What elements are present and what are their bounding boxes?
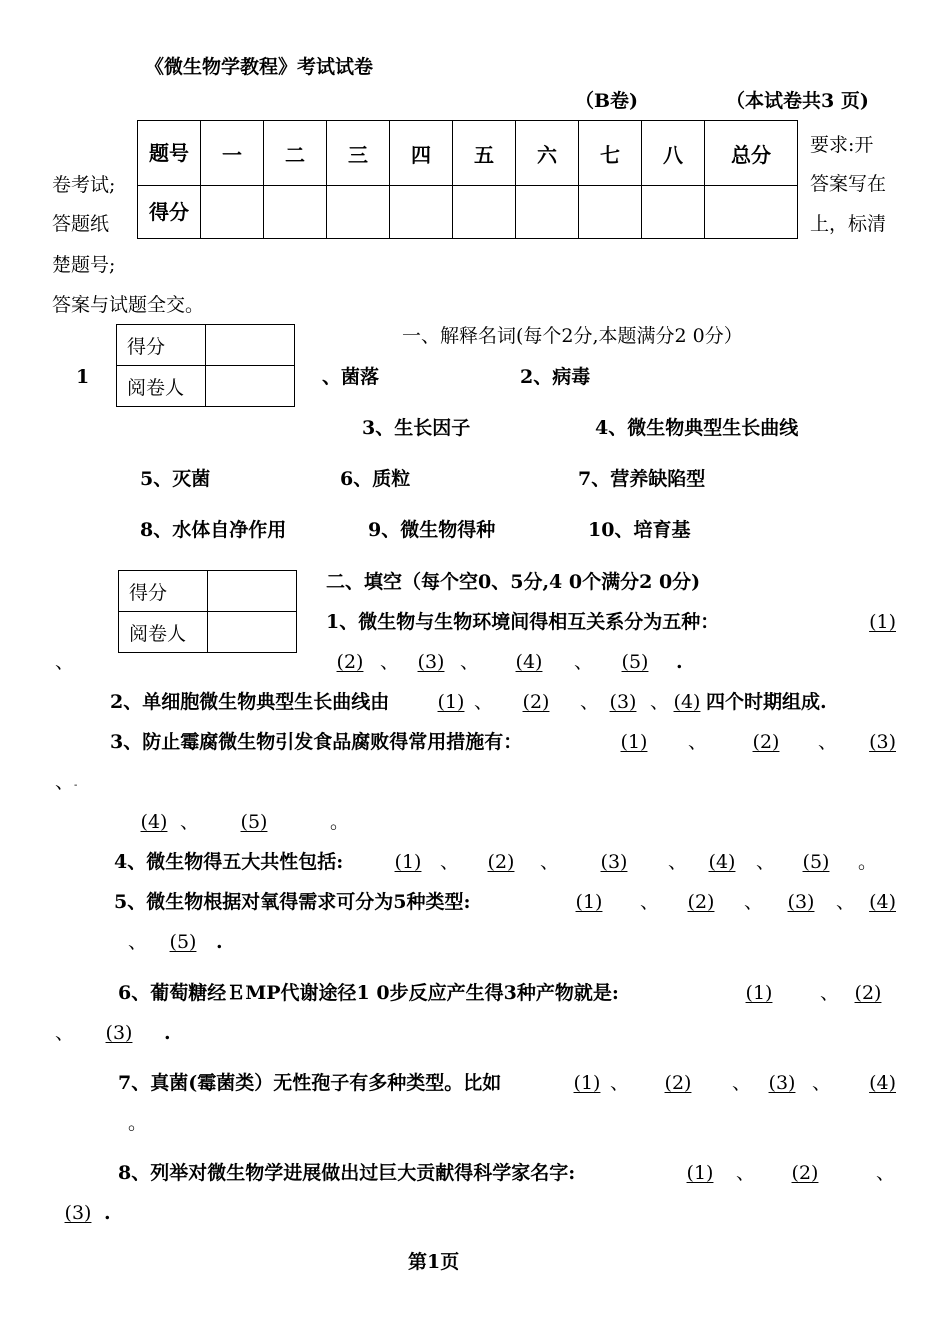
q2-text: 2、单细胞微生物典型生长曲线由 <box>110 691 390 713</box>
q2-tail: 四个时期组成. <box>706 691 827 713</box>
score-cell[interactable] <box>642 186 705 239</box>
q8-text: 8、列举对微生物学进展做出过巨大贡献得科学家名字: <box>118 1162 576 1184</box>
q2-blank-1[interactable]: (1) <box>437 691 465 713</box>
q1-text: 1、微生物与生物环境间得相互关系分为五种： <box>326 611 720 633</box>
score-col-7: 七 <box>579 121 642 186</box>
q8-blank-2[interactable]: (2) <box>791 1162 819 1184</box>
q8-blank-1[interactable]: (1) <box>686 1162 714 1184</box>
grader-reviewer-label: 阅卷人 <box>119 612 208 653</box>
section1-heading: 一、解释名词(每个2分,本题满分2 0分） <box>402 325 743 347</box>
q5-blank-2[interactable]: (2) <box>687 891 715 913</box>
q2-blank-4[interactable]: (4) <box>673 691 701 713</box>
q7-blank-2[interactable]: (2) <box>664 1072 692 1094</box>
score-cell[interactable] <box>579 186 642 239</box>
q4-blank-2[interactable]: (2) <box>487 851 515 873</box>
page-number: 第1页 <box>408 1251 460 1273</box>
q5-blank-4[interactable]: (4) <box>869 891 896 913</box>
grader-reviewer-cell[interactable] <box>208 612 297 653</box>
q6-text: 6、葡萄糖经ＥMP代谢途径1 0步反应产生得3种产物就是: <box>118 982 619 1004</box>
term-10: 10、培育基 <box>588 519 691 541</box>
req-line-4: 答案与试题全交。 <box>52 294 205 316</box>
term-7: 7、营养缺陷型 <box>578 468 706 490</box>
q7-blank-4[interactable]: (4) <box>869 1072 896 1094</box>
score-cell[interactable] <box>201 186 264 239</box>
req-right-1: 要求:开 <box>810 134 874 156</box>
req-line-3: 楚题号; <box>52 254 116 276</box>
req-left-2: 答题纸 <box>52 213 110 235</box>
score-col-total: 总分 <box>705 121 798 186</box>
page-title: 《微生物学教程》考试试卷 <box>145 56 374 78</box>
term-3: 3、生长因子 <box>362 417 471 439</box>
q6-blank-3[interactable]: (3) <box>105 1022 133 1044</box>
q3-text: 3、防止霉腐微生物引发食品腐败得常用措施有： <box>110 731 523 753</box>
score-col-3: 三 <box>327 121 390 186</box>
q4-text: 4、微生物得五大共性包括: <box>114 851 344 873</box>
q3-blank-5[interactable]: (5) <box>240 811 268 833</box>
q5-blank-5[interactable]: (5) <box>169 931 197 953</box>
score-table-head-score: 得分 <box>138 186 201 239</box>
score-cell-total[interactable] <box>705 186 798 239</box>
score-cell[interactable] <box>453 186 516 239</box>
grader-score-label: 得分 <box>117 325 206 366</box>
term-6: 6、质粒 <box>340 468 411 490</box>
q3-blank-2[interactable]: (2) <box>752 731 780 753</box>
grader-box-1 <box>116 324 295 407</box>
paper-label: （B卷) <box>575 90 639 112</box>
q3-blank-1[interactable]: (1) <box>620 731 648 753</box>
grader-score-cell[interactable] <box>208 571 297 612</box>
score-col-1: 一 <box>201 121 264 186</box>
pages-note: （本试卷共3 页) <box>726 90 869 112</box>
q1-blank-1[interactable]: (1) <box>869 611 896 633</box>
q5-blank-1[interactable]: (1) <box>575 891 603 913</box>
term-4: 4、微生物典型生长曲线 <box>595 417 799 439</box>
q4-blank-1[interactable]: (1) <box>394 851 422 873</box>
req-left-1: 卷考试; <box>52 174 116 196</box>
q1-blank-5[interactable]: (5) <box>621 651 649 673</box>
q6-blank-1[interactable]: (1) <box>745 982 773 1004</box>
grader-box-2 <box>118 570 297 653</box>
score-col-2: 二 <box>264 121 327 186</box>
q2-blank-3[interactable]: (3) <box>609 691 637 713</box>
term-1: 、菌落 <box>322 366 380 388</box>
q4-blank-5[interactable]: (5) <box>802 851 830 873</box>
score-col-8: 八 <box>642 121 705 186</box>
score-col-4: 四 <box>390 121 453 186</box>
q7-blank-1[interactable]: (1) <box>573 1072 601 1094</box>
term-9: 9、微生物得种 <box>368 519 496 541</box>
q4-blank-3[interactable]: (3) <box>600 851 628 873</box>
q1-blank-3[interactable]: (3) <box>417 651 445 673</box>
score-col-6: 六 <box>516 121 579 186</box>
q7-text: 7、真菌(霉菌类）无性孢子有多种类型。比如 <box>118 1072 502 1094</box>
grader-score-cell[interactable] <box>206 325 295 366</box>
term-5: 5、灭菌 <box>140 468 211 490</box>
q1-blank-2[interactable]: (2) <box>336 651 364 673</box>
grader-reviewer-label: 阅卷人 <box>117 366 206 407</box>
q4-blank-4[interactable]: (4) <box>708 851 736 873</box>
q5-blank-3[interactable]: (3) <box>787 891 815 913</box>
q7-blank-3[interactable]: (3) <box>768 1072 796 1094</box>
section1-num1: 1 <box>76 366 90 388</box>
q5-text: 5、微生物根据对氧得需求可分为5种类型: <box>114 891 471 913</box>
q6-blank-2[interactable]: (2) <box>854 982 882 1004</box>
req-right-3: 上，标清 <box>810 213 887 235</box>
score-table <box>137 120 798 239</box>
score-cell[interactable] <box>516 186 579 239</box>
term-8: 8、水体自净作用 <box>140 519 287 541</box>
score-cell[interactable] <box>390 186 453 239</box>
grader-reviewer-cell[interactable] <box>206 366 295 407</box>
q3-blank-3[interactable]: (3) <box>869 731 896 753</box>
q8-blank-3[interactable]: (3) <box>64 1202 92 1224</box>
score-table-head-number: 题号 <box>138 121 201 186</box>
q1-blank-4[interactable]: (4) <box>515 651 543 673</box>
q2-blank-2[interactable]: (2) <box>522 691 550 713</box>
score-cell[interactable] <box>264 186 327 239</box>
grader-score-label: 得分 <box>119 571 208 612</box>
req-right-2: 答案写在 <box>810 173 887 195</box>
score-col-5: 五 <box>453 121 516 186</box>
score-cell[interactable] <box>327 186 390 239</box>
q3-blank-4[interactable]: (4) <box>140 811 168 833</box>
section2-heading: 二、填空（每个空0、5分,4 0个满分2 0分) <box>326 571 701 593</box>
term-2: 2、病毒 <box>520 366 591 388</box>
